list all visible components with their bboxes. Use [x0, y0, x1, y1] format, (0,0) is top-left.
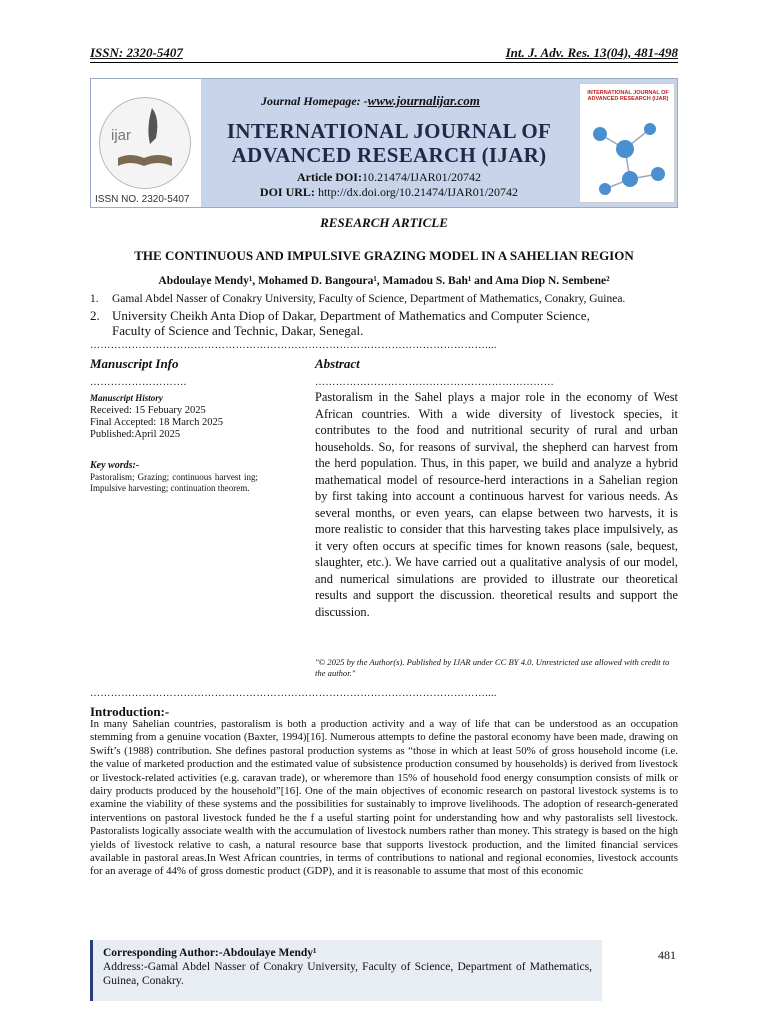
- corresponding-author: Corresponding Author:-Abdoulaye Mendy¹: [103, 947, 317, 959]
- manuscript-dots: ……………………….: [90, 377, 187, 388]
- journal-title: [209, 119, 569, 167]
- journal-banner: [90, 78, 678, 208]
- paper-title: THE CONTINUOUS AND IMPULSIVE GRAZING MODEL IN A SAHELIAN REGION: [134, 248, 634, 263]
- logo-issn: ISSN NO. 2320-5407: [95, 194, 190, 205]
- homepage-link[interactable]: www.journalijar.com: [367, 93, 480, 108]
- logo-area: [91, 79, 201, 207]
- journal-title-line1: INTERNATIONAL JOURNAL OF: [226, 119, 552, 143]
- manuscript-info-heading: Manuscript Info: [90, 356, 179, 371]
- affiliation-2: 2. University Cheikh Anta Diop of Dakar, Department of Mathematics and Computer Science,: [90, 308, 590, 323]
- doi-label: Article DOI:: [297, 170, 362, 184]
- affiliation-2-cont: Faculty of Science and Technic, Dakar, Senegal.: [112, 323, 364, 338]
- doi-block: [209, 170, 569, 200]
- keywords-text: Pastoralism; Grazing; continuous harvest ing; Impulsive harvesting; continuation theorem.: [90, 471, 258, 493]
- corresponding-address: Address:-Gamal Abdel Nasser of Conakry University, Faculty of Science, Department of Mathematics, Guinea, Conakry.: [103, 961, 592, 987]
- cover-title: INTERNATIONAL JOURNAL OF ADVANCED RESEARCH (IJAR): [587, 90, 669, 102]
- keywords-block: [90, 460, 260, 495]
- introduction-heading: Introduction:-: [90, 704, 170, 719]
- running-header: [90, 45, 678, 63]
- corresponding-author-box: [90, 940, 602, 1001]
- separator-dots-2: ……………………………………………………………………………………………………....: [90, 688, 497, 699]
- abstract-heading: Abstract: [315, 356, 360, 371]
- doi-value: 10.21474/IJAR01/20742: [361, 170, 481, 184]
- affiliation-1: 1. Gamal Abdel Nasser of Conakry University, Faculty of Science, Department of Mathematics, Conakry, Guinea.: [90, 293, 626, 305]
- abstract-dots: ……………………………………………………………: [315, 377, 555, 388]
- issn-text: ISSN: 2320-5407: [90, 45, 183, 60]
- molecule-icon: [580, 104, 674, 204]
- homepage-label: Journal Homepage: -: [261, 94, 368, 108]
- received-date: Received: 15 Febuary 2025: [90, 404, 206, 416]
- separator-dots: ……………………………………………………………………………………………………....: [90, 340, 497, 351]
- keywords-label: Key words:-: [90, 460, 140, 471]
- page-number: 481: [658, 948, 676, 962]
- journal-cover-image: [579, 83, 675, 203]
- history-label: Manuscript History: [90, 393, 163, 403]
- journal-title-line2: ADVANCED RESEARCH (IJAR): [231, 143, 547, 167]
- accepted-date: Final Accepted: 18 March 2025: [90, 416, 223, 428]
- license-note: "© 2025 by the Author(s). Published by IJAR under CC BY 4.0. Unrestricted use allowed with credit to the author.": [315, 657, 670, 678]
- journal-homepage: [261, 93, 480, 109]
- doi-url-link[interactable]: http://dx.doi.org/10.21474/IJAR01/20742: [317, 185, 519, 199]
- abstract-text: Pastoralism in the Sahel plays a major role in the economy of West African countries. With a wide diversity of livestock species, it contributes to the food and nutritional security of rural and urban households. So, for reasons of survival, the shepherd can harvest from the herd population. Thus, in this paper, we build and analyze a hybrid mathematical model of resource-herd interactions in a Sahelian region by first taking into account a continuous harvest for various needs. As several months, or even years, can elapse between two harvests, it is more realistic to consider that this harvesting takes place impulsively, as it very often occurs at specific times for known reasons (sale, bequest, slaughter, etc.). We have carried out a qualitative analysis of our model, and numerical simulations are provided to illustrate our theoretical results and support the discussion. theoretical results and support the discussion.: [315, 390, 678, 619]
- manuscript-history: [90, 393, 260, 441]
- citation-text: Int. J. Adv. Res. 13(04), 481-498: [505, 45, 678, 60]
- published-date: Published:April 2025: [90, 428, 181, 440]
- logo-text: ijar: [111, 127, 132, 144]
- author-list: Abdoulaye Mendy¹, Mohamed D. Bangoura¹, Mamadou S. Bah¹ and Ama Diop N. Sembene²: [158, 275, 610, 287]
- doi-url-label: DOI URL:: [259, 185, 315, 199]
- introduction-text: In many Sahelian countries, pastoralism is both a production activity and a way of life that can be understood as an occupation stemming from a genuine vocation (Baxter, 1994)[16]. Numerous attempts to define the pastoral economy have been made, drawing on Swift’s (1988) contribution. She defines pastoral production systems as “those in which at least 50% of gross household income (i.e. the value of marketed production and the estimated value of subsistence production consumed by households) is derived from livestock or livestock-related activities (e.g. caravan trade), or wheremore than 15% of household food energy consumption consists of milk or dairy products produced by the household”[16]. One of the main objectives of economic research on pastoral livestock systems is to examine the viability of these systems and the possibilities for sustainably to improve livelihoods. The adoption of research-generated interventions on pastoral livestock funded he the f a useful starting point for understanding how and why pastoralists sell livestock. Pastoralists logically associate wealth with the accumulation of livestock numbers rather than money. This strategy is based on the high yields of livestock relative to cash, a natural resource base that supports livestock production, and the limited financial services available in pastoral areas.In West African countries, in terms of contributions to national and regional economies, livestock accounts for an average of 44% of gross domestic product (GDP), and it is reasonable to assume that most of this economic: [90, 718, 678, 878]
- article-type: RESEARCH ARTICLE: [320, 215, 448, 230]
